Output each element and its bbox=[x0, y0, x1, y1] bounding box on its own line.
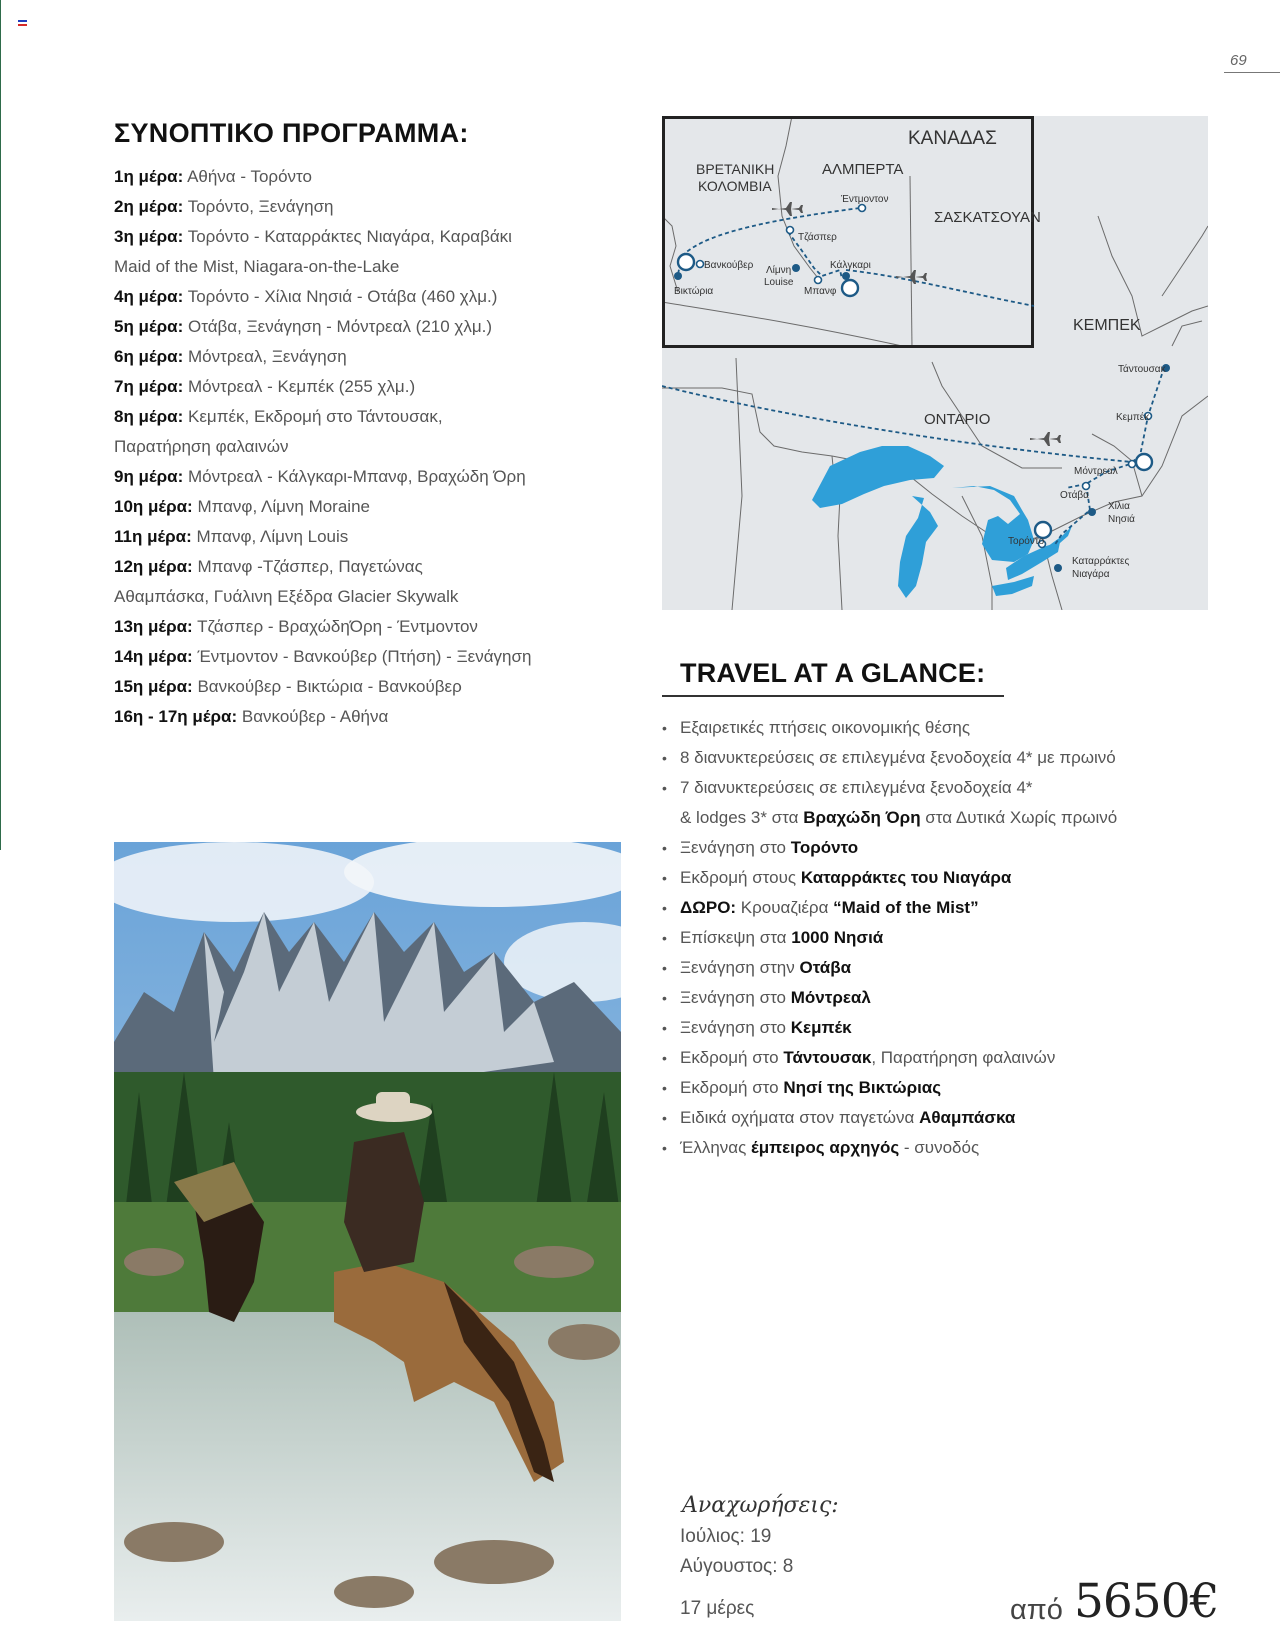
glance-item bbox=[662, 983, 1262, 1013]
glance-item-text: 8 διανυκτερεύσεις σε επιλεγμένα ξενοδοχεία 4* με πρωινό bbox=[680, 748, 1116, 767]
glance-item-text: Εξαιρετικές πτήσεις οικονομικής θέσης bbox=[680, 718, 971, 737]
city-ottawa: Οτάβα bbox=[1060, 490, 1089, 501]
city-banff: Μπανφ bbox=[804, 286, 837, 297]
glance-item-text: , Παρατήρηση φαλαινών bbox=[871, 1048, 1056, 1067]
program-day-text: Αθαμπάσκα, Γυάλινη Εξέδρα Glacier Skywalk bbox=[114, 587, 459, 606]
glance-title-rule bbox=[662, 695, 1004, 697]
program-day-label: 6η μέρα: bbox=[114, 347, 184, 366]
label-saskatchewan: ΣΑΣΚΑΤΣΟΥΑΝ bbox=[934, 209, 1041, 226]
glance-item-text: Καταρράκτες του Νιαγάρα bbox=[800, 868, 1012, 887]
label-alberta: ΑΛΜΠΕΡΤΑ bbox=[822, 161, 904, 178]
program-day-text: Μόντρεαλ - Κάλγκαρι-Μπανφ, Βραχώδη Όρη bbox=[188, 467, 526, 486]
city-edmonton: Έντμοντον bbox=[841, 194, 889, 205]
program-day-item bbox=[114, 342, 634, 372]
label-bc-1: ΒΡΕΤΑΝΙΚΗ bbox=[696, 161, 775, 177]
glance-item-text: Αθαμπάσκα bbox=[919, 1108, 1016, 1127]
trip-duration: 17 μέρες bbox=[680, 1598, 755, 1619]
glance-item bbox=[662, 1103, 1262, 1133]
city-niagara-1: Καταρράκτες bbox=[1072, 556, 1130, 567]
program-day-label: 9η μέρα: bbox=[114, 467, 184, 486]
glance-item bbox=[662, 923, 1262, 953]
program-day-item bbox=[114, 492, 634, 522]
glance-item-text: Ξενάγηση στο bbox=[680, 988, 791, 1007]
glance-item-text: Ξενάγηση στο bbox=[680, 1018, 791, 1037]
glance-title: TRAVEL AT A GLANCE: bbox=[680, 658, 986, 688]
program-day-item bbox=[114, 702, 634, 732]
glance-item-text: Εκδρομή στους bbox=[680, 868, 801, 887]
program-day-item bbox=[114, 402, 634, 432]
program-day-label: 11η μέρα: bbox=[114, 527, 192, 546]
program-day-label: 13η μέρα: bbox=[114, 617, 193, 636]
glance-item bbox=[662, 1133, 1262, 1163]
glance-item-text: ΔΩΡΟ: bbox=[680, 898, 737, 917]
route-map bbox=[662, 116, 1208, 610]
flag-icon bbox=[18, 20, 27, 26]
price-prefix: από bbox=[1010, 1594, 1063, 1626]
glance-item bbox=[662, 803, 1262, 833]
program-day-text: Μπανφ, Λίμνη Moraine bbox=[197, 497, 370, 516]
program-day-label: 14η μέρα: bbox=[114, 647, 193, 666]
glance-item-text: - συνοδός bbox=[899, 1138, 980, 1157]
glance-item bbox=[662, 713, 1262, 743]
program-day-item bbox=[114, 222, 634, 252]
program-day-label: 8η μέρα: bbox=[114, 407, 184, 426]
airport-icon bbox=[1136, 454, 1152, 470]
program-day-item bbox=[114, 582, 634, 612]
program-day-item bbox=[114, 192, 634, 222]
program-day-label: 10η μέρα: bbox=[114, 497, 193, 516]
label-ontario: ΟΝΤΑΡΙΟ bbox=[924, 411, 991, 428]
airport-icon bbox=[842, 280, 858, 296]
rider-hat-crown bbox=[376, 1092, 410, 1112]
glance-item-text: Εκδρομή στο bbox=[680, 1078, 784, 1097]
program-day-text: Μπανφ, Λίμνη Louis bbox=[196, 527, 349, 546]
map-inset bbox=[662, 116, 1034, 348]
glance-item-text: Επίσκεψη στα bbox=[680, 928, 792, 947]
program-day-text: Μπανφ -Τζάσπερ, Παγετώνας bbox=[197, 557, 423, 576]
program-day-item bbox=[114, 552, 634, 582]
program-day-label: 5η μέρα: bbox=[114, 317, 184, 336]
glance-item-text: “Maid of the Mist” bbox=[833, 898, 979, 917]
glance-item-text: Έλληνας bbox=[680, 1138, 752, 1157]
city-quebec: Κεμπέκ bbox=[1116, 412, 1150, 423]
program-day-text: Έντμοντον - Βανκούβερ (Πτήση) - Ξενάγηση bbox=[197, 647, 532, 666]
city-jasper: Τζάσπερ bbox=[798, 232, 837, 243]
program-day-label: 15η μέρα: bbox=[114, 677, 193, 696]
program-day-item bbox=[114, 672, 634, 702]
program-day-text: Παρατήρηση φαλαινών bbox=[114, 437, 289, 456]
program-day-item bbox=[114, 642, 634, 672]
city-calgary: Κάλγκαρι bbox=[830, 260, 871, 271]
program-day-label: 2η μέρα: bbox=[114, 197, 184, 216]
program-day-text: Maid of the Mist, Niagara-on-the-Lake bbox=[114, 257, 400, 276]
program-day-item bbox=[114, 522, 634, 552]
city-vancouver: Βανκούβερ bbox=[704, 260, 754, 271]
program-day-text: Βανκούβερ - Βικτώρια - Βανκούβερ bbox=[197, 677, 462, 696]
page-number: 69 bbox=[1230, 52, 1247, 69]
glance-item-text: Ξενάγηση στην bbox=[680, 958, 800, 977]
program-day-item bbox=[114, 432, 634, 462]
program-day-item bbox=[114, 612, 634, 642]
glance-item-text: έμπειρος αρχηγός bbox=[751, 1138, 900, 1157]
program-day-text: Βανκούβερ - Αθήνα bbox=[241, 707, 389, 726]
city-tadoussac: Τάντουσακ bbox=[1118, 364, 1166, 375]
program-title: ΣΥΝΟΠΤΙΚΟ ΠΡΟΓΡΑΜΜΑ: bbox=[114, 118, 469, 148]
program-day-text: Τορόντο - Χίλια Νησιά - Οτάβα (460 χλμ.) bbox=[187, 287, 498, 306]
program-day-label: 4η μέρα: bbox=[114, 287, 184, 306]
glance-item-text: Ξενάγηση στο bbox=[680, 838, 791, 857]
program-day-text: Αθήνα - Τορόντο bbox=[187, 167, 312, 186]
glance-item bbox=[662, 833, 1262, 863]
glance-item-text: στα Δυτικά Χωρίς πρωινό bbox=[920, 808, 1118, 827]
program-day-item bbox=[114, 162, 634, 192]
glance-item-text: Βραχώδη Όρη bbox=[803, 808, 921, 827]
city-lake-louise-2: Louise bbox=[764, 277, 794, 288]
glance-item-text: 1000 Νησιά bbox=[791, 928, 884, 947]
glance-item-text: Κρουαζιέρα bbox=[736, 898, 834, 917]
glance-item-text: Οτάβα bbox=[799, 958, 852, 977]
label-quebec: ΚΕΜΠΕΚ bbox=[1073, 317, 1141, 334]
label-bc-2: ΚΟΛΟΜΒΙΑ bbox=[698, 178, 772, 194]
page-number-rule bbox=[1224, 72, 1280, 73]
city-toronto: Τορόντο bbox=[1008, 536, 1045, 547]
glance-item-text: 7 διανυκτερεύσεις σε επιλεγμένα ξενοδοχεία 4* bbox=[680, 778, 1033, 797]
city-montreal: Μόντρεαλ bbox=[1074, 466, 1118, 477]
program-day-text: Οτάβα, Ξενάγηση - Μόντρεαλ (210 χλμ.) bbox=[188, 317, 493, 336]
glance-item-text: Νησί της Βικτώριας bbox=[783, 1078, 942, 1097]
city-niagara-2: Νιαγάρα bbox=[1072, 569, 1110, 580]
glance-item-text: Εκδρομή στο bbox=[680, 1048, 784, 1067]
program-day-label: 1η μέρα: bbox=[114, 167, 184, 186]
city-thousand-islands-1: Χίλια bbox=[1108, 501, 1130, 512]
departure-august: Αύγουστος: 8 bbox=[680, 1556, 794, 1577]
program-day-text: Μόντρεαλ - Κεμπέκ (255 χλμ.) bbox=[188, 377, 416, 396]
program-day-text: Τορόντο, Ξενάγηση bbox=[187, 197, 334, 216]
program-day-item bbox=[114, 312, 634, 342]
glance-item bbox=[662, 1043, 1262, 1073]
program-day-label: 7η μέρα: bbox=[114, 377, 184, 396]
program-day-item bbox=[114, 252, 634, 282]
departures-title: Αναχωρήσεις: bbox=[682, 1493, 839, 1518]
glance-item-text: Τορόντο bbox=[790, 838, 859, 857]
glance-item-text: Μόντρεαλ bbox=[790, 988, 871, 1007]
program-day-text: Τζάσπερ - ΒραχώδηΌρη - Έντμοντον bbox=[197, 617, 478, 636]
glance-item bbox=[662, 773, 1262, 803]
city-thousand-islands-2: Νησιά bbox=[1108, 514, 1135, 525]
program-day-label: 12η μέρα: bbox=[114, 557, 193, 576]
cowboy-horse-photo bbox=[114, 842, 621, 1621]
glance-item bbox=[662, 1013, 1262, 1043]
glance-item bbox=[662, 863, 1262, 893]
city-victoria: Βικτώρια bbox=[674, 286, 714, 297]
city-lake-louise-1: Λίμνη bbox=[766, 265, 792, 276]
glance-item-text: & lodges 3* στα bbox=[680, 808, 804, 827]
left-edge-rule bbox=[0, 0, 1, 850]
program-day-item bbox=[114, 372, 634, 402]
glance-item bbox=[662, 893, 1262, 923]
program-day-text: Μόντρεαλ, Ξενάγηση bbox=[188, 347, 347, 366]
label-canada: ΚΑΝΑΔΑΣ bbox=[908, 128, 997, 149]
program-day-item bbox=[114, 462, 634, 492]
departure-july: Ιούλιος: 19 bbox=[680, 1526, 772, 1547]
program-day-label: 3η μέρα: bbox=[114, 227, 184, 246]
glance-item-text: Κεμπέκ bbox=[790, 1018, 852, 1037]
program-day-text: Τορόντο - Καταρράκτες Νιαγάρα, Καραβάκι bbox=[187, 227, 512, 246]
glance-item bbox=[662, 1073, 1262, 1103]
program-day-text: Κεμπέκ, Εκδρομή στο Τάντουσακ, bbox=[188, 407, 443, 426]
program-day-item bbox=[114, 282, 634, 312]
glance-item-text: Τάντουσακ bbox=[783, 1048, 872, 1067]
airport-icon bbox=[678, 254, 694, 270]
glance-item bbox=[662, 743, 1262, 773]
program-day-list bbox=[114, 162, 634, 732]
glance-item-text: Ειδικά οχήματα στον παγετώνα bbox=[680, 1108, 920, 1127]
program-day-label: 16η - 17η μέρα: bbox=[114, 707, 238, 726]
glance-item bbox=[662, 953, 1262, 983]
price-value: 5650€ bbox=[1074, 1574, 1219, 1629]
glance-list bbox=[662, 713, 1262, 1163]
